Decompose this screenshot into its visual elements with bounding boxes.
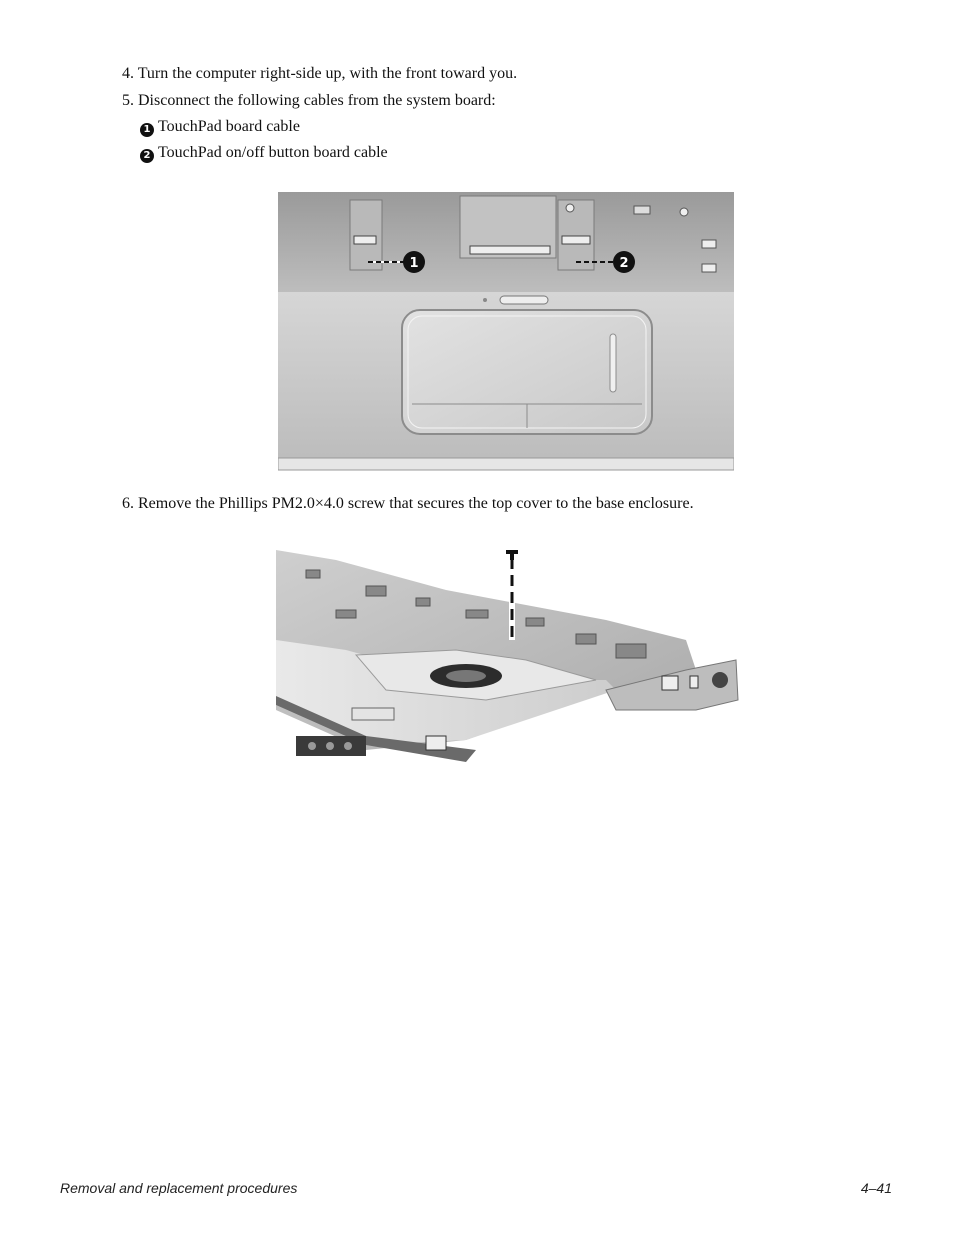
step-5 (122, 91, 496, 111)
screw-removal-figure (276, 540, 742, 770)
callout-marker-1: 1 (140, 123, 154, 137)
step-text: Remove the Phillips PM2.0×4.0 screw that secures the top cover to the base enclosure. (138, 495, 694, 512)
step-number: 4. (122, 65, 134, 82)
footer-section-title: Removal and replacement procedures (60, 1180, 298, 1196)
step-text: Disconnect the following cables from the system board: (138, 92, 496, 109)
step-number: 5. (122, 92, 134, 109)
callout-text: TouchPad board cable (158, 118, 300, 135)
touchpad-cables-figure (278, 192, 734, 474)
callout-item-2 (140, 143, 388, 163)
svg-text:2: 2 (619, 256, 629, 271)
step-6 (122, 494, 694, 514)
callout-marker-2: 2 (140, 149, 154, 163)
footer-page-number: 4–41 (860, 1180, 892, 1196)
step-number: 6. (122, 495, 134, 512)
callout-text: TouchPad on/off button board cable (158, 144, 388, 161)
step-text: Turn the computer right-side up, with the front toward you. (137, 65, 518, 82)
step-4 (122, 64, 517, 84)
svg-text:1: 1 (409, 256, 419, 271)
callout-item-1 (140, 117, 300, 137)
